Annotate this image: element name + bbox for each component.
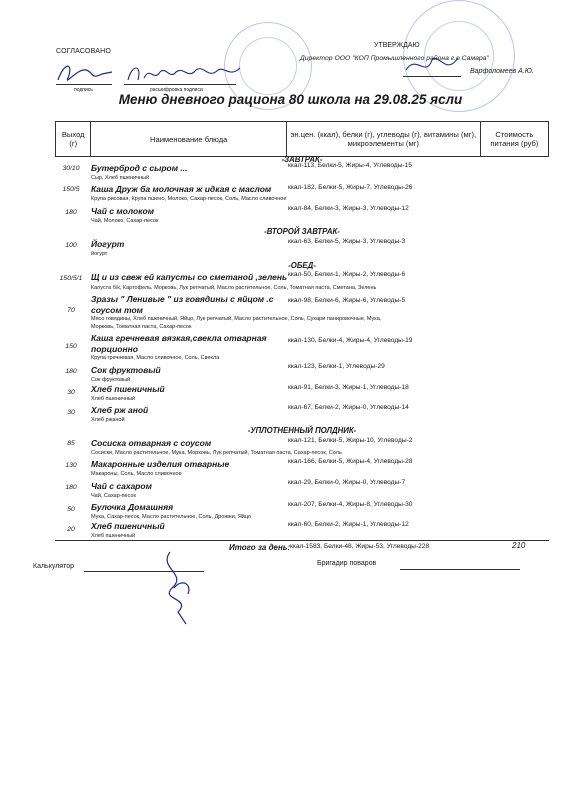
dish-ingredients: Хлеб ржаной [91,417,125,423]
dish-ingredients: Мука, Сахар-песок, Масло растительное, Соль, Дрожжи, Яйцо [91,514,252,520]
total-cost: 210 [512,541,526,550]
dish-ingredients: Крупа гречневая, Масло сливочное, Соль, Свекла [91,355,220,361]
header-output: Выход (г) [56,122,91,157]
dish-nutrition: ккал-91, Белки-3, Жиры-1, Углеводы-18 [288,384,409,391]
dish-ingredients: Капуста б/к, Картофель, Морковь, Лук репчатый, Масло растительное, Соль, Томатная паста, Сметана, Зелень [91,285,377,291]
section-afternoon-snack: -УПЛОТНЕННЫЙ ПОЛДНИК- [247,426,357,435]
dish-name: Хлеб пшеничный [91,384,165,394]
dish-name: Йогурт [91,239,125,249]
dish-nutrition: ккал-123, Белки-1, Углеводы-29 [288,363,385,370]
dish-name-continued: порционно [91,344,138,354]
dish-output: 180 [65,209,77,216]
dish-nutrition: ккал-60, Белки-2, Жиры-1, Углеводы-12 [288,521,409,528]
brigadier-label: Бригадир поваров [317,560,377,567]
dish-name: Бутерброд с сыром ... [91,163,188,173]
dish-name: Хлеб рж аной [91,405,149,415]
dish-output: 130 [65,462,77,469]
dish-output: 70 [67,307,75,314]
section-second-breakfast: -ВТОРОЙ ЗАВТРАК- [264,227,340,236]
section-breakfast: -ЗАВТРАК- [281,155,323,164]
dish-output: 85 [67,440,75,447]
dish-output: 30/10 [62,165,80,172]
signature-middle [124,58,244,88]
menu-table-header [55,121,549,157]
approved-label: СОГЛАСОВАНО [56,48,112,55]
signature-left [54,58,114,88]
calculator-label: Калькулятор [33,563,74,570]
total-label: Итого за день: [229,543,291,552]
section-lunch: -ОБЕД- [288,261,316,270]
dish-name: Сок фруктовый [91,365,161,375]
dish-name: Хлеб пшеничный [91,521,165,531]
dish-nutrition: ккал-29, Белки-0, Жиры-0, Углеводы-7 [288,479,406,486]
dish-output: 100 [65,242,77,249]
signature-calculator [148,548,204,628]
dish-nutrition: ккал-207, Белки-4, Жиры-8, Углеводы-30 [288,501,413,508]
dish-nutrition: ккал-166, Белки-5, Жиры-4, Углеводы-28 [288,458,413,465]
dish-ingredients: Сосиски, Масло растительное, Мука, Морковь, Лук репчатый, Томатная паста, Сахар-песок, Соль [91,450,342,456]
total-nutrition: ккал-1583, Белки-48, Жиры-53, Углеводы-228 [290,543,430,550]
dish-ingredients: Хлеб пшеничный [91,396,136,402]
dish-name: Чай с сахаром [91,481,152,491]
header-nutrition: эн.цен. (ккал), белки (г), углеводы (г), витамины (мг), микроэлементы (мг) [286,122,480,157]
dish-name: Сосиска отварная с соусом [91,438,212,448]
dish-ingredients-continued: Морковь, Томатная паста, Сахар-песок [91,324,192,330]
dish-name: Каша гречневая вязкая,свекла отварная [91,333,267,343]
dish-name: Каша Друж ба молочная ж идкая с маслом [91,184,272,194]
dish-output: 50 [67,506,75,513]
dish-ingredients: Сыр, Хлеб пшеничный [91,175,150,181]
approved-sign-caption: подпись [74,87,93,93]
dish-name: Булочка Домашняя [91,502,174,512]
dish-name: Щ и из свеж ей капусты со сметаной ,зелень [91,272,288,282]
approved-decode-caption: расшифровка подписи [150,87,203,93]
dish-name: Макаронные изделия отварные [91,459,230,469]
dish-output: 150/5 [62,186,80,193]
dish-nutrition: ккал-84, Белки-3, Жиры-3, Углеводы-12 [288,205,409,212]
dish-nutrition: ккал-63, Белки-5, Жиры-3, Углеводы-3 [288,238,406,245]
total-row [55,540,549,553]
dish-output: 30 [67,409,75,416]
director-line: Директор ООО "КОП Промышленного района г.о Самара" [300,55,489,62]
director-name: Варфоломеев А.Ю. [470,68,534,75]
dish-nutrition: ккал-130, Белки-4, Жиры-4, Углеводы-19 [288,337,413,344]
dish-output: 150/5/1 [59,275,83,282]
dish-name: Зразы " Ленивые " из говядины с яйцом .с [91,294,274,304]
dish-nutrition: ккал-113, Белки-5, Жиры-4, Углеводы-15 [288,162,412,169]
dish-output: 180 [65,368,77,375]
dish-output: 20 [67,526,75,533]
dish-name: Чай с молоком [91,206,155,216]
dish-nutrition: ккал-121, Белки-5, Жиры-10, Углеводы-2 [288,437,413,444]
dish-output: 180 [65,484,77,491]
dish-ingredients: Чай, Молоко, Сахар-песок [91,218,159,224]
page-title: Меню дневного рациона 80 школа на 29.08.25 ясли [118,92,463,107]
dish-ingredients: йогурт [91,251,108,257]
dish-ingredients: Макароны, Соль, Масло сливочное [91,471,182,477]
dish-nutrition: ккал-182, Белки-5, Жиры-7, Углеводы-26 [288,184,413,191]
dish-output: 30 [67,389,75,396]
dish-nutrition: ккал-67, Белки-2, Жиры-0, Углеводы-14 [288,404,409,411]
confirm-label: УТВЕРЖДАЮ [374,42,420,49]
dish-nutrition: ккал-98, Белки-6, Жиры-6, Углеводы-5 [288,297,406,304]
dish-ingredients: Крупа рисовая, Крупа пшено, Молоко, Сахар-песок, Соль, Масло сливочное [91,196,287,202]
dish-name-continued: соусом том [91,305,143,315]
dish-ingredients: Мясо говядины, Хлеб пшеничный, Яйцо, Лук репчатый, Масло растительное, Соль, Сухари панировочные, Мука, [91,316,382,322]
dish-ingredients: Чай, Сахар-песок [91,493,136,499]
dish-ingredients: Хлеб пшеничный [91,533,136,539]
header-name: Наименование блюда [91,122,286,157]
dish-ingredients: Сок фруктовый [91,377,131,383]
dish-output: 150 [65,343,77,350]
header-cost: Стоимость питания (руб) [480,122,548,157]
dish-nutrition: ккал-50, Белки-1, Жиры-2, Углеводы-6 [288,271,406,278]
